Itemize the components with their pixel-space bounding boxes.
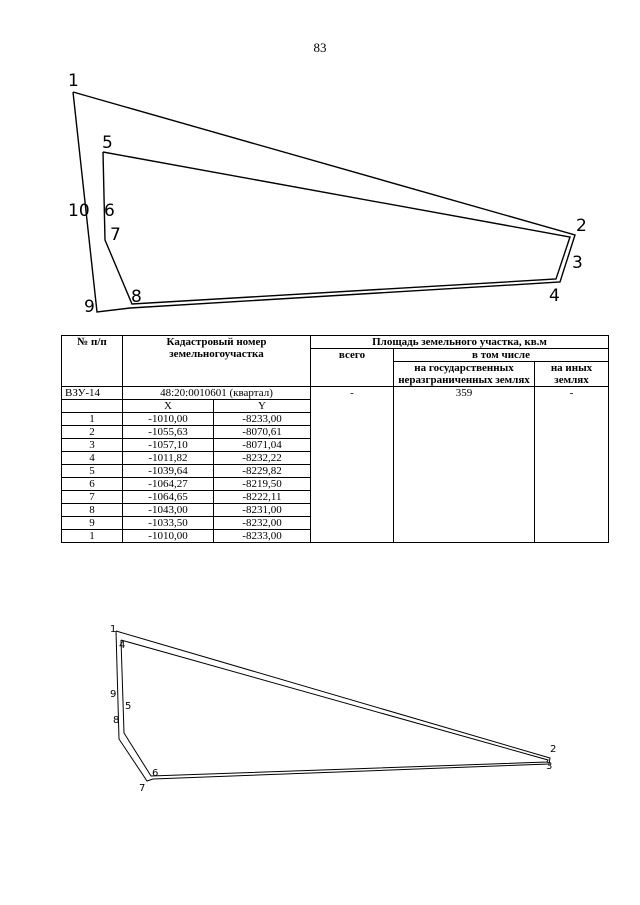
vertex-label-2: 2 (576, 216, 587, 236)
header-total: всего (311, 349, 394, 387)
table-row: 1 -1010,00 -8233,00 (62, 530, 609, 543)
cadastral-table (61, 335, 609, 543)
header-state-lands: на государственных неразграниченных землях (394, 362, 535, 387)
coord-header-x: X (123, 400, 214, 413)
table-row: 3 -1057,10 -8071,04 (62, 439, 609, 452)
plot-outline-upper (73, 92, 575, 312)
page-number: 83 (313, 40, 327, 55)
table-row: 2 -1055,63 -8070,61 (62, 426, 609, 439)
header-other-lands: на иных землях (535, 362, 609, 387)
plot-inner-outline-upper (103, 152, 570, 304)
table-row: 6 -1064,27 -8219,50 (62, 478, 609, 491)
vertex-label-5: 5 (125, 701, 132, 712)
plot-area-other: - (535, 387, 609, 543)
vertex-label-9: 9 (110, 689, 117, 700)
vertex-label-7: 7 (139, 783, 146, 794)
table-row: 9 -1033,50 -8232,00 (62, 517, 609, 530)
vertex-label-3: 3 (546, 761, 553, 772)
vertex-label-4: 4 (119, 640, 126, 651)
plot-scheme-upper (0, 60, 640, 330)
vertex-label-1: 1 (110, 624, 117, 635)
header-num: № п/п (62, 336, 123, 387)
table-row: 7 -1064,65 -8222,11 (62, 491, 609, 504)
plot-cadastral-number: 48:20:0010601 (квартал) (123, 387, 311, 400)
table-row: 8 -1043,00 -8231,00 (62, 504, 609, 517)
vertex-label-6: 6 (152, 768, 159, 779)
header-including: в том числе (394, 349, 609, 362)
table-row: 5 -1039,64 -8229,82 (62, 465, 609, 478)
plot-area-state: 359 (394, 387, 535, 543)
vertex-label-2: 2 (550, 744, 557, 755)
plot-inner-outline-lower (121, 640, 548, 776)
vertex-label-9: 9 (84, 297, 95, 317)
header-cadastral: Кадастровый номер земельногоучастка (123, 336, 311, 387)
vertex-label-10: 10 (68, 201, 90, 221)
plot-area-total: - (311, 387, 394, 543)
coord-header-y: Y (214, 400, 311, 413)
table-row: 4 -1011,82 -8232,22 (62, 452, 609, 465)
vertex-label-8: 8 (131, 287, 142, 307)
vertex-label-8: 8 (113, 715, 120, 726)
vertex-label-5: 5 (102, 133, 113, 153)
vertex-label-4: 4 (549, 286, 560, 306)
plot-outline-lower (116, 631, 553, 781)
plot-id: ВЗУ-14 (62, 387, 123, 400)
vertex-label-1: 1 (68, 71, 79, 91)
vertex-label-6: 6 (104, 201, 115, 221)
vertex-label-3: 3 (572, 253, 583, 273)
table-row: 1 -1010,00 -8233,00 (62, 413, 609, 426)
plot-scheme-lower (0, 615, 640, 795)
vertex-label-7: 7 (110, 225, 121, 245)
header-area: Площадь земельного участка, кв.м (311, 336, 609, 349)
